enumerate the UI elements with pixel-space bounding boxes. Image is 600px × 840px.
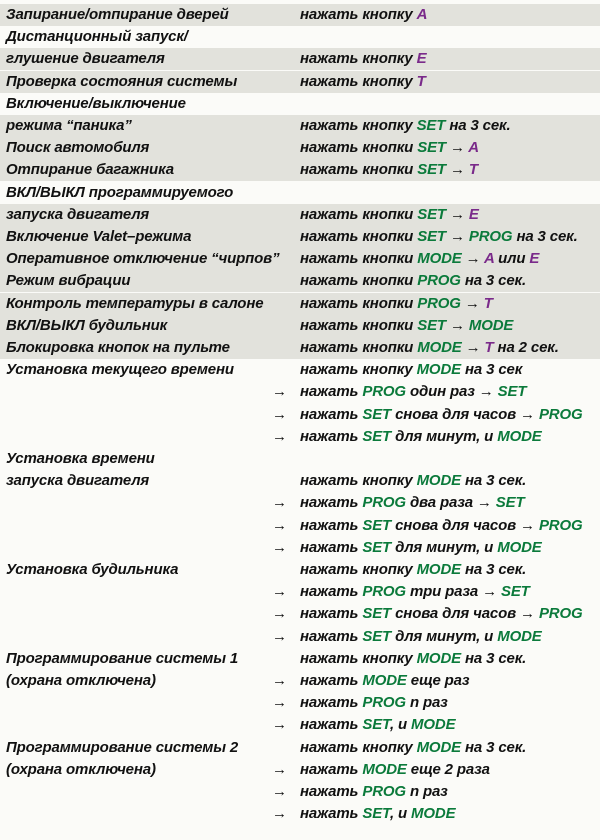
action-part: нажать кнопки (300, 205, 418, 223)
table-row (0, 626, 600, 648)
function-label: запуска двигателя (6, 205, 150, 223)
key-name: MODE (362, 760, 407, 778)
key-name: PROG (538, 516, 583, 534)
action-text (300, 4, 427, 26)
action-part: три раза → (405, 583, 501, 601)
action-part: для минут, и (391, 627, 498, 645)
action-text (300, 381, 526, 403)
table-row (0, 337, 600, 359)
function-label: Установка будильника (6, 561, 179, 578)
action-part: нажать (300, 383, 363, 401)
action-part: нажать кнопки (300, 161, 418, 179)
arrow-icon: → (272, 538, 287, 556)
key-name: PROG (362, 583, 406, 601)
action-part: на 3 сек. (445, 117, 511, 134)
arrow-icon: → (272, 716, 287, 734)
action-text (300, 470, 526, 492)
key-name: PROG (362, 383, 406, 401)
key-name: PROG (538, 405, 583, 423)
function-label: Программирование системы 2 (6, 738, 239, 756)
action-part: нажать кнопку (300, 6, 417, 23)
function-label: Установка текущего времени (6, 361, 234, 379)
action-text (300, 581, 530, 603)
action-part: нажать кнопки (300, 250, 418, 268)
table-row (0, 559, 600, 581)
table-row (0, 448, 600, 470)
table-row (0, 4, 600, 26)
function-label: Оперативное отключение “чирпов” (6, 250, 280, 268)
action-part: нажать кнопку (300, 50, 417, 68)
action-text (300, 404, 583, 426)
action-part: нажать (300, 583, 363, 601)
function-label: (охрана отключена) (6, 672, 156, 689)
action-part: нажать кнопки (300, 139, 418, 157)
function-label: Контроль температуры в салоне (6, 294, 264, 312)
action-part: нажать (300, 805, 363, 823)
key-name: T (484, 339, 494, 356)
key-name: SET (500, 583, 530, 601)
function-label: ВКЛ/ВЫКЛ программируемого (6, 183, 234, 201)
key-name: T (468, 161, 478, 179)
key-name: E (416, 50, 427, 68)
arrow-icon: → (272, 405, 287, 423)
action-part: → (445, 228, 469, 245)
action-text (300, 293, 493, 315)
table-row (0, 137, 600, 159)
table-row (0, 648, 600, 670)
action-part: на 3 сек. (460, 738, 527, 756)
action-part: для минут, и (391, 427, 498, 445)
key-name: MODE (416, 361, 461, 379)
table-row (0, 781, 600, 803)
key-name: SET (362, 627, 392, 645)
key-name: A (468, 139, 479, 157)
key-name: MODE (416, 738, 461, 756)
table-row (0, 470, 600, 492)
action-text (300, 270, 526, 292)
action-part: нажать (300, 494, 363, 512)
action-text (300, 337, 559, 359)
function-label: режима “паника” (6, 117, 132, 134)
table-row (0, 204, 600, 226)
action-text (300, 759, 490, 781)
table-row (0, 803, 600, 825)
action-part: , и (389, 805, 412, 823)
action-text (300, 492, 525, 514)
table-row (0, 48, 600, 70)
action-text (300, 426, 542, 448)
key-name: SET (495, 494, 525, 512)
action-part: еще раз (406, 672, 470, 689)
action-part: на 3 сек (460, 361, 523, 379)
action-part: нажать кнопку (300, 649, 417, 667)
function-label: глушение двигателя (6, 50, 165, 68)
action-part: нажать кнопку (300, 361, 417, 379)
action-text (300, 159, 478, 181)
action-part: нажать (300, 760, 363, 778)
key-name: SET (362, 427, 392, 445)
arrow-icon: → (272, 783, 287, 800)
function-label: (охрана отключена) (6, 760, 156, 778)
arrow-icon: → (272, 694, 287, 712)
action-text (300, 204, 479, 226)
table-row (0, 115, 600, 137)
key-name: SET (362, 538, 392, 556)
key-name: MODE (411, 716, 456, 734)
table-row (0, 71, 600, 93)
action-part: один раз → (405, 383, 498, 401)
function-label: запуска двигателя (6, 472, 150, 490)
action-part: нажать (300, 427, 363, 445)
action-part: нажать (300, 627, 363, 645)
function-label: Запирание/отпирание дверей (6, 6, 229, 23)
key-name: SET (362, 516, 392, 534)
action-part: нажать (300, 783, 363, 800)
table-row (0, 692, 600, 714)
key-name: T (483, 294, 493, 312)
action-text (300, 137, 479, 159)
function-label: Блокировка кнопок на пульте (6, 339, 230, 356)
action-part: снова для часов → (391, 605, 539, 623)
table-row (0, 714, 600, 736)
function-label: Поиск автомобиля (6, 139, 150, 157)
action-part: → (445, 205, 469, 223)
key-name: A (416, 6, 428, 23)
action-text (300, 515, 583, 537)
action-text (300, 781, 448, 803)
action-text (300, 626, 542, 648)
action-part: на 3 сек. (460, 272, 526, 290)
key-name: PROG (362, 783, 406, 800)
key-name: SET (362, 805, 390, 823)
action-part: → (445, 161, 469, 179)
action-text (300, 115, 511, 137)
table-row (0, 492, 600, 514)
arrow-icon: → (272, 516, 287, 534)
action-part: n раз (405, 783, 448, 800)
table-row (0, 315, 600, 337)
table-row (0, 270, 600, 292)
table-row (0, 381, 600, 403)
action-part: нажать кнопку (300, 561, 417, 578)
action-part: на 3 сек. (460, 472, 527, 490)
action-part: нажать кнопку (300, 738, 417, 756)
arrow-icon: → (272, 427, 287, 445)
arrow-icon: → (272, 383, 287, 401)
key-name: MODE (497, 427, 542, 445)
action-part: еще 2 раза (406, 760, 490, 778)
table-row (0, 603, 600, 625)
action-text (300, 692, 448, 714)
key-name: PROG (362, 494, 406, 512)
action-part: → (460, 294, 484, 312)
table-row (0, 248, 600, 270)
action-part: нажать кнопки (300, 339, 418, 356)
action-text (300, 559, 526, 581)
action-part: два раза → (405, 494, 496, 512)
function-label: ВКЛ/ВЫКЛ будильник (6, 316, 168, 334)
table-row (0, 182, 600, 204)
action-part: на 2 сек. (493, 339, 559, 356)
action-text (300, 359, 522, 381)
action-part: на 3 сек. (512, 228, 578, 245)
action-text (300, 71, 426, 93)
action-part: нажать кнопку (300, 72, 417, 90)
key-name: SET (417, 316, 446, 334)
table-row (0, 359, 600, 381)
action-part: нажать кнопки (300, 316, 418, 334)
action-part: → (461, 339, 485, 356)
key-name: MODE (362, 672, 407, 689)
key-name: MODE (497, 627, 542, 645)
action-part: n раз (405, 694, 448, 712)
action-part: на 3 сек. (460, 649, 527, 667)
action-part: , и (389, 716, 412, 734)
table-row (0, 226, 600, 248)
table-row (0, 404, 600, 426)
action-part: для минут, и (391, 538, 498, 556)
key-name: E (468, 205, 479, 223)
action-text (300, 537, 542, 559)
key-name: MODE (411, 805, 456, 823)
action-text (300, 803, 455, 825)
table-row (0, 293, 600, 315)
table-row (0, 759, 600, 781)
function-label: Режим вибрации (6, 272, 131, 290)
arrow-icon: → (272, 605, 287, 623)
action-part: нажать (300, 605, 363, 623)
arrow-icon: → (272, 583, 287, 601)
action-part: снова для часов → (391, 516, 539, 534)
action-text (300, 315, 513, 337)
function-label: Установка времени (6, 450, 155, 467)
action-part: снова для часов → (391, 405, 539, 423)
action-part: нажать кнопку (300, 472, 417, 490)
action-part: нажать (300, 538, 363, 556)
action-text (300, 737, 526, 759)
table-row (0, 515, 600, 537)
key-name: PROG (417, 272, 461, 290)
table-row (0, 426, 600, 448)
action-part: нажать (300, 672, 363, 689)
key-name: MODE (417, 339, 462, 356)
action-part: нажать кнопку (300, 117, 417, 134)
key-name: MODE (497, 538, 542, 556)
key-name: SET (362, 716, 390, 734)
key-name: PROG (538, 605, 583, 623)
arrow-icon: → (272, 760, 287, 778)
action-text (300, 648, 526, 670)
function-label: Включение/выключение (6, 94, 186, 112)
function-label: Дистанционный запуск/ (6, 28, 188, 46)
table-row (0, 159, 600, 181)
action-part: или (494, 250, 530, 268)
key-name: MODE (468, 316, 514, 334)
table-row (0, 26, 600, 48)
function-label: Программирование системы 1 (6, 649, 239, 667)
key-name: T (416, 72, 426, 90)
action-part: нажать (300, 516, 363, 534)
function-label: Включение Valet–режима (6, 228, 192, 245)
key-name: SET (417, 205, 446, 223)
action-part: → (445, 316, 469, 334)
key-name: PROG (468, 228, 513, 245)
action-part: нажать (300, 405, 363, 423)
table-row (0, 670, 600, 692)
key-name: SET (417, 161, 446, 179)
action-text (300, 714, 455, 736)
action-part: нажать кнопки (300, 294, 418, 312)
arrow-icon: → (272, 494, 287, 512)
key-name: PROG (362, 694, 406, 712)
key-name: MODE (416, 561, 461, 578)
key-name: MODE (416, 649, 461, 667)
key-name: E (529, 250, 540, 268)
action-part: → (445, 139, 469, 157)
key-name: SET (497, 383, 527, 401)
action-part: нажать (300, 694, 363, 712)
key-name: SET (362, 405, 392, 423)
action-part: на 3 сек. (460, 561, 527, 578)
action-text (300, 248, 539, 270)
action-text (300, 226, 578, 248)
table-row (0, 581, 600, 603)
action-text (300, 48, 426, 70)
table-row (0, 537, 600, 559)
key-name: A (483, 250, 495, 268)
table-row (0, 737, 600, 759)
action-part: → (461, 250, 484, 268)
function-label: Отпирание багажника (6, 161, 174, 179)
arrow-icon: → (272, 627, 287, 645)
key-name: SET (416, 117, 446, 134)
key-name: MODE (416, 472, 461, 490)
function-label: Проверка состояния системы (6, 72, 238, 90)
table-row (0, 93, 600, 115)
action-part: нажать кнопки (300, 272, 418, 290)
key-name: SET (417, 228, 446, 245)
key-name: PROG (417, 294, 461, 312)
arrow-icon: → (272, 672, 287, 689)
arrow-icon: → (272, 805, 287, 823)
action-text (300, 603, 583, 625)
key-name: SET (362, 605, 392, 623)
action-part: нажать кнопки (300, 228, 418, 245)
action-part: нажать (300, 716, 363, 734)
key-name: SET (417, 139, 446, 157)
action-text (300, 670, 469, 692)
key-name: MODE (417, 250, 462, 268)
